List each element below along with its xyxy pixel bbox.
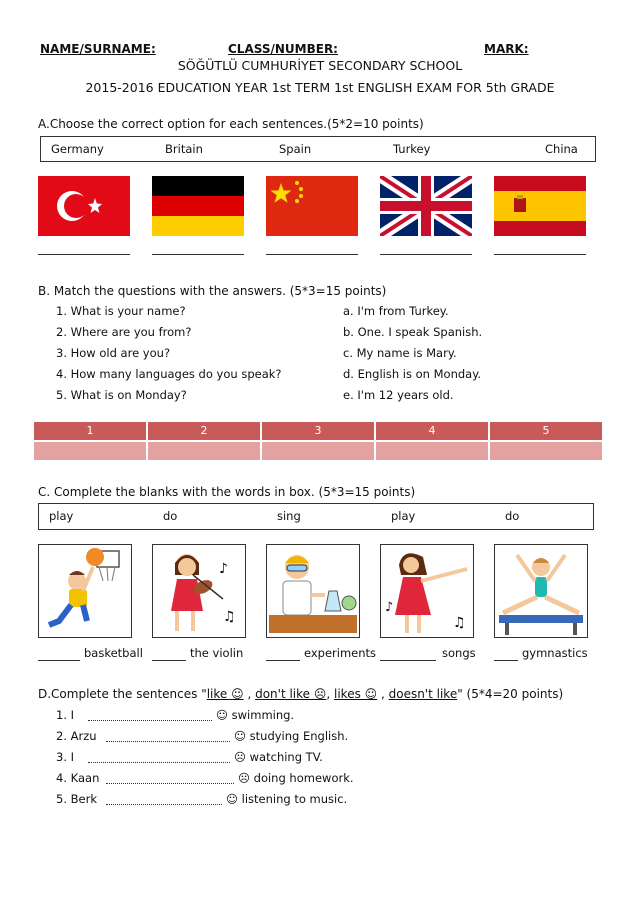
sentence-number: 5. (56, 792, 67, 806)
gymnast-picture (494, 544, 588, 638)
uk-flag-icon (380, 176, 472, 236)
answer-blank[interactable] (266, 660, 300, 661)
frown-icon: ☹ (234, 750, 246, 764)
name-label: NAME/SURNAME: (40, 42, 156, 56)
question-item: 5. What is on Monday? (56, 388, 187, 402)
sentence-rest (234, 750, 323, 764)
section-d-title-prefix: D.Complete the sentences " (38, 687, 207, 701)
sentence-rest (226, 792, 347, 806)
answer-blank[interactable] (88, 720, 212, 721)
sentence-item (56, 708, 74, 722)
word-box-item: sing (277, 509, 301, 523)
word-box-item: Spain (279, 142, 312, 156)
item-songs: songs (442, 646, 476, 660)
answer-blank[interactable] (494, 254, 586, 255)
sentence-activity: studying English. (249, 729, 349, 743)
answer-blank[interactable] (152, 660, 186, 661)
sentence-rest (216, 708, 294, 722)
item-experiments: experiments (304, 646, 377, 660)
smile-icon: ☺ (216, 708, 228, 722)
singer-picture (380, 544, 474, 638)
sentence-item (56, 771, 99, 785)
sentence-activity: watching TV. (249, 750, 323, 764)
section-d-title: D.Complete the sentences "like ☺ , don't like ☹, likes ☺ , doesn't like" (5*4=20 points) (38, 687, 564, 701)
answer-blank[interactable] (38, 660, 80, 661)
answer-item: a. I'm from Turkey. (343, 304, 449, 318)
answer-blank[interactable] (88, 762, 230, 763)
svg-text:♪: ♪ (219, 561, 228, 577)
match-grid-header: 5 (490, 422, 602, 440)
key-dont-like: don't like ☹ (255, 687, 327, 701)
exam-title: 2015-2016 EDUCATION YEAR 1st TERM 1st ENGLISH EXAM FOR 5th GRADE (85, 80, 555, 95)
sentence-subject: Kaan (70, 771, 100, 785)
key-doesnt-like: doesn't like (388, 687, 458, 701)
smile-icon: ☺ (226, 792, 238, 806)
sentence-subject: I (70, 708, 75, 722)
match-grid-answer-cell[interactable] (490, 442, 602, 460)
question-item: 2. Where are you from? (56, 325, 192, 339)
answer-blank[interactable] (380, 254, 472, 255)
question-item: 4. How many languages do you speak? (56, 367, 282, 381)
item-violin: the violin (190, 646, 244, 660)
match-grid-answer-cell[interactable] (376, 442, 488, 460)
svg-text:♫: ♫ (453, 615, 466, 631)
answer-item: c. My name is Mary. (343, 346, 457, 360)
question-item: 3. How old are you? (56, 346, 171, 360)
section-c-word-box (38, 503, 594, 530)
item-basketball: basketball (84, 646, 143, 660)
sentence-rest (238, 771, 354, 785)
basketball-picture (38, 544, 132, 638)
sentence-number: 1. (56, 708, 67, 722)
match-grid-answer-cell[interactable] (34, 442, 146, 460)
sentence-subject: Arzu (70, 729, 97, 743)
svg-text:♫: ♫ (223, 609, 236, 625)
china-flag-icon (266, 176, 358, 236)
word-box-item: Turkey (393, 142, 431, 156)
sentence-subject: I (70, 750, 75, 764)
answer-blank[interactable] (494, 660, 518, 661)
item-gymnastics: gymnastics (522, 646, 588, 660)
word-box-item: play (49, 509, 74, 523)
germany-flag-icon (152, 176, 244, 236)
match-grid-answer-cell[interactable] (262, 442, 374, 460)
section-a-word-box (40, 136, 596, 162)
question-item: 1. What is your name? (56, 304, 186, 318)
answer-item: e. I'm 12 years old. (343, 388, 454, 402)
answer-blank[interactable] (106, 741, 230, 742)
section-c-title: C. Complete the blanks with the words in box. (5*3=15 points) (38, 485, 416, 499)
word-box-item: do (163, 509, 178, 523)
answer-blank[interactable] (106, 783, 234, 784)
scientist-picture (266, 544, 360, 638)
sentence-number: 3. (56, 750, 67, 764)
answer-item: d. English is on Monday. (343, 367, 482, 381)
answer-item: b. One. I speak Spanish. (343, 325, 483, 339)
match-grid-header: 2 (148, 422, 260, 440)
word-box-item: play (391, 509, 416, 523)
word-box-item: Britain (165, 142, 203, 156)
sentence-number: 4. (56, 771, 67, 785)
answer-blank[interactable] (380, 660, 436, 661)
match-grid-answer-cell[interactable] (148, 442, 260, 460)
answer-blank[interactable] (152, 254, 244, 255)
spain-flag-icon (494, 176, 586, 236)
section-b-title: B. Match the questions with the answers. (5*3=15 points) (38, 284, 387, 298)
sentence-item (56, 750, 74, 764)
section-a-title: A.Choose the correct option for each sentences.(5*2=10 points) (38, 117, 424, 131)
match-grid-header: 3 (262, 422, 374, 440)
smile-icon: ☺ (234, 729, 246, 743)
sentence-number: 2. (56, 729, 67, 743)
mark-label: MARK: (484, 42, 529, 56)
violin-girl-picture (152, 544, 246, 638)
sentence-activity: swimming. (231, 708, 295, 722)
turkey-flag-icon (38, 176, 130, 236)
sentence-subject: Berk (70, 792, 97, 806)
key-like: like ☺ (206, 687, 244, 701)
sentence-activity: listening to music. (241, 792, 348, 806)
svg-text:♪: ♪ (385, 600, 394, 615)
word-box-item: do (505, 509, 520, 523)
word-box-item: Germany (51, 142, 104, 156)
frown-icon: ☹ (238, 771, 250, 785)
sentence-rest (234, 729, 348, 743)
sentence-item (56, 792, 97, 806)
school-name: SÖĞÜTLÜ CUMHURİYET SECONDARY SCHOOL (177, 58, 463, 73)
sentence-item (56, 729, 97, 743)
class-label: CLASS/NUMBER: (228, 42, 338, 56)
section-d-title-suffix: " (5*4=20 points) (457, 687, 564, 701)
word-box-item: China (545, 142, 578, 156)
answer-blank[interactable] (266, 254, 358, 255)
answer-blank[interactable] (38, 254, 130, 255)
match-grid-header: 4 (376, 422, 488, 440)
sentence-activity: doing homework. (253, 771, 354, 785)
answer-blank[interactable] (106, 804, 222, 805)
key-likes: likes ☺ (334, 687, 378, 701)
match-grid-header: 1 (34, 422, 146, 440)
